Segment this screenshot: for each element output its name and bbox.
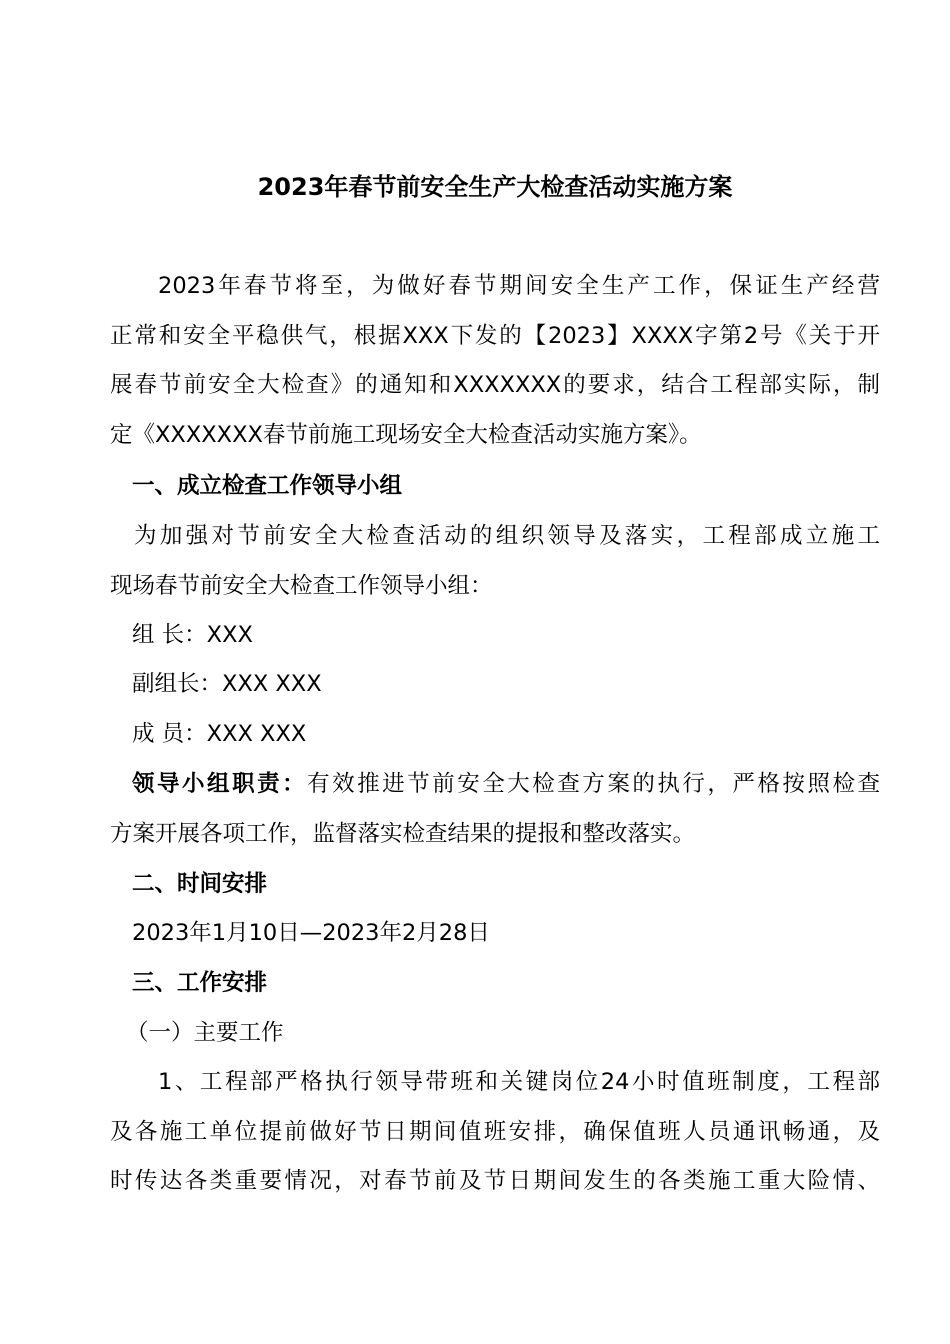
section1-description xyxy=(110,512,880,611)
time-period: 2023年1月10日—2023年2月28日 xyxy=(132,920,490,946)
intro-line-1: 2023年春节将至，为做好春节期间安全生产工作，保证生产经营 xyxy=(158,273,880,299)
item1-line-1: 1、工程部严格执行领导带班和关键岗位24小时值班制度，工程部 xyxy=(158,1069,880,1095)
duty-label: 领导小组职责： xyxy=(132,771,308,797)
section3-subheading: （一）主要工作 xyxy=(126,1020,284,1046)
deputy-leader: 副组长：XXX XXX xyxy=(132,671,322,697)
group-members: 成 员：XXX XXX xyxy=(132,721,307,747)
intro-paragraph xyxy=(110,262,880,460)
section1-desc-line-2: 现场春节前安全大检查工作领导小组： xyxy=(110,572,493,599)
duty-line-2: 方案开展各项工作，监督落实检查结果的提报和整改落实。 xyxy=(110,820,696,847)
intro-line-2: 正常和安全平稳供气，根据XXX下发的【2023】XXXX字第2号《关于开 xyxy=(110,322,880,349)
section1-desc-line-1: 为加强对节前安全大检查活动的组织领导及落实，工程部成立施工 xyxy=(134,523,880,549)
duty-text-1: 有效推进节前安全大检查方案的执行，严格按照检查 xyxy=(307,771,880,797)
intro-line-3: 展春节前安全大检查》的通知和XXXXXXX的要求，结合工程部实际，制 xyxy=(110,372,880,398)
intro-line-4: 定《XXXXXXX春节前施工现场安全大检查活动实施方案》。 xyxy=(110,421,702,448)
section2-heading: 二、时间安排 xyxy=(132,871,268,897)
item1-line-2: 及各施工单位提前做好节日期间值班安排，确保值班人员通讯畅通，及 xyxy=(110,1118,880,1145)
section3-heading: 三、工作安排 xyxy=(132,970,268,996)
group-leader: 组 长：XXX xyxy=(132,622,253,648)
leader-duty-paragraph xyxy=(110,760,880,859)
duty-line-1 xyxy=(110,760,880,810)
document-title: 2023年春节前安全生产大检查活动实施方案 xyxy=(257,173,733,201)
item1-line-3: 时传达各类重要情况，对春节前及节日期间发生的各类施工重大险情、 xyxy=(110,1168,880,1194)
section1-heading: 一、成立检查工作领导小组 xyxy=(132,473,403,499)
item1-paragraph xyxy=(110,1058,880,1207)
